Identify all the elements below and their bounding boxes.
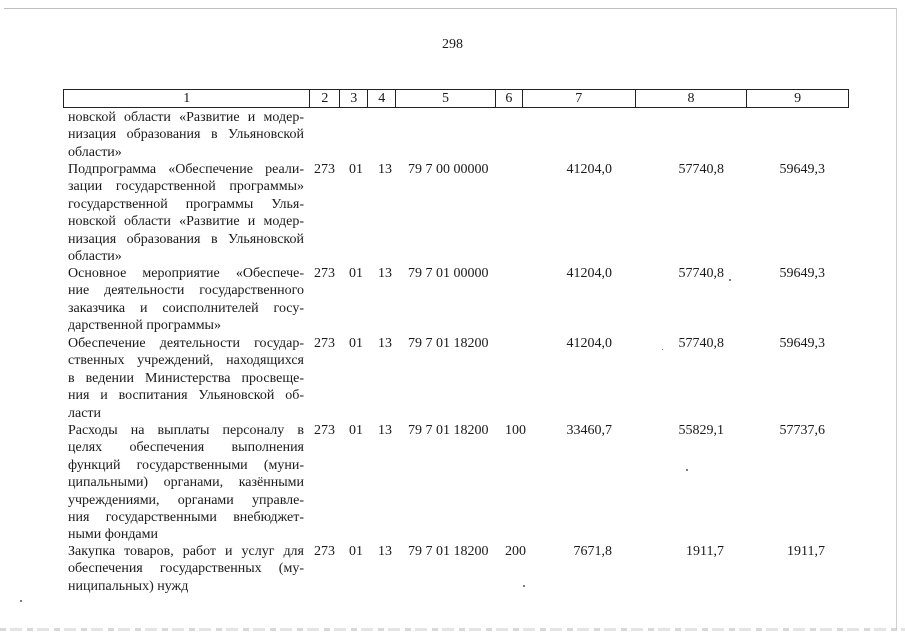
description-line: заказчика и соисполнителей госу-: [68, 300, 304, 316]
description-line: ласти: [68, 405, 102, 421]
cell-year-2: 1911,7: [686, 544, 724, 559]
description-line: Расходы на выплаты персоналу в: [68, 423, 304, 438]
cell-prz: 13: [378, 266, 392, 281]
cell-year-3: 59649,3: [779, 266, 825, 281]
header-col-7: 7: [523, 90, 636, 107]
header-col-9: 9: [794, 91, 802, 106]
description-line: новской области «Развитие и модер-: [68, 214, 304, 230]
cell-year-3: 1911,7: [787, 544, 825, 559]
cell-year-1: 7671,8: [573, 544, 612, 559]
description-line: низация образования в Ульяновской: [68, 231, 304, 247]
description-line: Обеспечение деятельности государ-: [68, 336, 304, 351]
cell-prz: 13: [378, 336, 392, 351]
cell-year-3: 59649,3: [779, 336, 825, 351]
description-line: ниципальных) нужд: [68, 578, 189, 594]
description-line: области»: [68, 144, 122, 160]
cell-year-1: 41204,0: [566, 162, 612, 177]
cell-rz: 01: [349, 423, 363, 438]
cell-rz: 01: [349, 336, 363, 351]
cell-rz: 01: [349, 266, 363, 281]
cell-gr: 273: [314, 544, 335, 559]
scan-speck: [523, 585, 525, 587]
cell-year-1: 41204,0: [566, 266, 612, 281]
cell-year-2: 57740,8: [678, 162, 724, 177]
cell-year-1: 33460,7: [566, 423, 612, 438]
header-col-6: 6: [496, 90, 523, 107]
description-line: новской области «Развитие и модер-: [68, 110, 304, 125]
row-description: [68, 422, 304, 544]
description-line: государственной программы Улья-: [68, 196, 304, 212]
cell-prz: 13: [378, 162, 392, 177]
cell-year-2: 57740,8: [678, 266, 724, 281]
scan-speck: [20, 600, 22, 602]
cell-prz: 13: [378, 423, 392, 438]
row-description: [68, 161, 304, 265]
cell-vr: 100: [505, 423, 526, 438]
scan-speck: [686, 469, 688, 471]
row-description: [68, 109, 304, 161]
scan-speck: [662, 349, 663, 350]
description-line: обеспечения государственных (му-: [68, 561, 304, 577]
cell-rz: 01: [349, 162, 363, 177]
description-line: Подпрограмма «Обеспечение реали-: [68, 162, 304, 177]
header-col-2: 2: [310, 90, 340, 107]
description-line: учреждениями, органами управле-: [68, 492, 304, 508]
description-line: области»: [68, 249, 122, 265]
cell-rz: 01: [349, 544, 363, 559]
description-line: ципальными) органами, казёнными: [68, 475, 304, 491]
cell-csr: 79 7 01 18200: [408, 336, 489, 351]
row-description: [68, 543, 304, 595]
cell-year-2: 57740,8: [678, 336, 724, 351]
description-line: Закупка товаров, работ и услуг для: [68, 544, 304, 559]
scan-edge-artifact: [0, 628, 905, 631]
header-col-3: 3: [340, 90, 368, 107]
cell-gr: 273: [314, 162, 335, 177]
row-description: [68, 335, 304, 422]
description-line: ния и воспитания Ульяновской об-: [68, 388, 304, 404]
cell-csr: 79 7 01 00000: [408, 266, 489, 281]
description-line: целях обеспечения выполнения: [68, 440, 304, 456]
description-line: в ведении Министерства просвеще-: [68, 370, 304, 386]
scan-speck: [729, 279, 731, 281]
cell-prz: 13: [378, 544, 392, 559]
page-number: 298: [442, 37, 463, 52]
cell-year-2: 55829,1: [678, 423, 724, 438]
cell-csr: 79 7 01 18200: [408, 423, 489, 438]
description-line: Основное мероприятие «Обеспече-: [68, 266, 304, 281]
cell-gr: 273: [314, 423, 335, 438]
cell-year-3: 59649,3: [779, 162, 825, 177]
cell-year-3: 57737,6: [779, 423, 825, 438]
header-col-1: 1: [64, 90, 310, 107]
cell-vr: 200: [505, 544, 526, 559]
description-line: ния государственными внебюджет-: [68, 510, 304, 526]
row-description: [68, 265, 304, 335]
header-col-4: 4: [368, 90, 396, 107]
cell-csr: 79 7 00 00000: [408, 162, 489, 177]
cell-csr: 79 7 01 18200: [408, 544, 489, 559]
description-line: ственных учреждений, находящихся: [68, 353, 304, 369]
description-line: дарственной программы»: [68, 318, 221, 334]
table-header-row: [63, 89, 849, 108]
description-line: ными фондами: [68, 527, 159, 543]
cell-gr: 273: [314, 336, 335, 351]
cell-gr: 273: [314, 266, 335, 281]
header-col-5: 5: [396, 90, 496, 107]
description-line: ние деятельности государственного: [68, 283, 304, 299]
description-line: функций государственными (муни-: [68, 457, 304, 473]
description-line: низация образования в Ульяновской: [68, 127, 304, 143]
header-col-8: 8: [636, 90, 748, 107]
cell-year-1: 41204,0: [566, 336, 612, 351]
description-line: зации государственной программы»: [68, 179, 304, 195]
